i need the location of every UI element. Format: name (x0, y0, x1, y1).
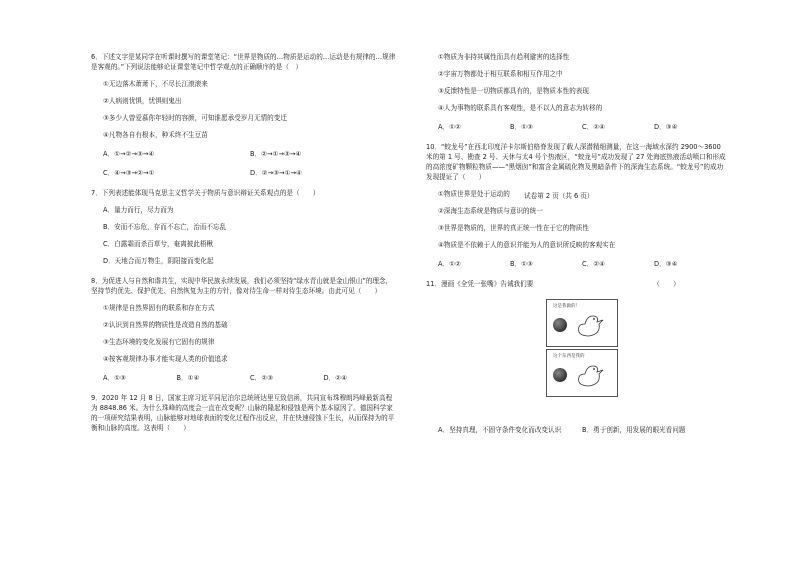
question-6-option-3: ③多少人曾爱慕你年轻时的容颜，可知谁愿承受岁月无情的变迁 (103, 114, 287, 122)
choice-b: B．勇于创新，用发展的眼光看问题 (582, 426, 686, 434)
question-9-choices (438, 122, 726, 132)
question-8-option-2: ②认识到自然界的物质性是改造自然的基础 (103, 321, 228, 329)
ball-icon (553, 368, 567, 382)
choice-b: B．①③ (510, 123, 533, 131)
left-column (91, 52, 397, 434)
question-7-stem (91, 188, 397, 198)
choice-d: D．③④ (654, 260, 678, 268)
question-10-stem (426, 142, 726, 182)
question-8-stem (91, 276, 397, 296)
question-8-text: 8．为促进人与自然和谐共生，实现中华民族永续发展，我们必须坚持“绿水青山就是金山银山”的理念，坚持节约优先、保护优先、自然恢复为主的方针，像对待生命一样对待生态环境。由此可见 (91, 277, 393, 295)
question-7-option-c: C．白露霜而杀百草兮，奄离披此梧楸 (103, 240, 214, 248)
choice-c: C．②④ (582, 260, 606, 268)
choice-a: A．①③ (103, 374, 126, 382)
question-8-option-4: ④按客观规律办事才能实现人类的价值追求 (103, 355, 228, 363)
question-6-stem: 6．下述文字是某同学在听课时撰写的课堂笔记：“世界是物质的…物质是运动的…运动是有规律的…规律是客观的。”下列说法能够论证课堂笔记中哲学观点的正确顺序的是（ ） (91, 53, 396, 71)
question-6-option-2: ②人病则忧惧，忧惧则鬼出 (103, 97, 182, 105)
question-10 (426, 142, 726, 269)
cartoon-figure (546, 299, 616, 399)
question-9-option-1: ①物质为非持其属性而具有趋利避害的选择性 (438, 53, 570, 61)
question-9-option-4: ④人为事物的联系具有客观性，是不以人的意志为转移的 (438, 104, 603, 112)
choice-a: A．①② (438, 123, 461, 131)
question-9-stem (91, 393, 397, 433)
question-9 (91, 393, 397, 433)
question-6-option-1: ①无边落木萧萧下，不尽长江滚滚来 (103, 80, 208, 88)
question-7-option-d: D．天地合而万物生，阴阳接而变化起 (103, 257, 214, 265)
right-column (426, 52, 726, 435)
choice-a: A．坚持真理，不固守条件变化而改变认识 (438, 426, 562, 434)
answer-paren: （ ） (354, 287, 382, 295)
choice-b: B．①③ (510, 260, 533, 268)
choice-c: C．②③ (250, 374, 274, 382)
goose-icon (573, 362, 607, 390)
question-6-option-4: ④凡物各自有根本，种禾终不生豆苗 (103, 131, 208, 139)
choice-d: D．③④ (654, 123, 678, 131)
choice-b: B．①④ (176, 374, 200, 382)
choice-c: C．④→③→②→① (103, 169, 155, 177)
question-8-choices (103, 373, 397, 383)
question-9-option-2: ②宇宙万物都处于相互联系和相互作用之中 (438, 70, 563, 78)
choice-a: A．①② (438, 260, 461, 268)
question-9-text: 9．2020 年 12 月 8 日，国家主席习近平同尼泊尔总统班达里互致信函，共同宣布珠穆朗玛峰最新高程为 8848.86 米。为什么珠峰的高度会一直在改变呢？山脉的隆起和侵蚀是两个基本原因了。德国科学家的一项研究结果表明，山脉能够对地球表面的变化过程作出反应，并在快速侵蚀下生长，从而保持为的平衡和山脉的高度。这表明 (91, 394, 395, 432)
choice-c: C．②④ (582, 123, 606, 131)
question-9-continued (426, 52, 726, 132)
question-7-text: 7．下列表述能体现马克思主义哲学关于物质与意识辩证关系观点的是 (91, 189, 294, 197)
cartoon-caption-top: 这是我做的！ (553, 304, 580, 309)
goose-icon (573, 312, 607, 340)
question-10-option-1: ①物质世界是处于运动的 (438, 190, 510, 198)
question-11-choices (438, 425, 726, 435)
question-9-option-3: ③反馈特性是一切物质都具有的，是物质本性的表现 (438, 87, 589, 95)
question-6 (91, 52, 397, 178)
question-11-stem (426, 279, 726, 289)
question-10-option-4: ④物质是不依赖于人的意识并能为人的意识所反映的客观实在 (438, 241, 616, 249)
answer-paren: （ ） (293, 189, 320, 197)
question-11-text: 11．漫画《全凭一张嘴》告诫我们要 (426, 280, 534, 288)
cartoon-caption-bottom: 这个东西是我的 (553, 354, 585, 359)
question-11 (426, 279, 726, 435)
answer-paren: （ ） (163, 424, 190, 432)
question-7 (91, 188, 397, 266)
question-6-choices-2 (103, 168, 397, 178)
cartoon-panel-top (546, 299, 618, 347)
question-10-option-3: ③世界是物质的，世界的真正统一性在于它的物质性 (438, 224, 589, 232)
choice-b: B．②→①→③→④ (250, 150, 302, 158)
choice-d: D．②④ (323, 374, 347, 382)
question-10-choices (438, 259, 726, 269)
question-10-option-2: ②深海生态系统是物质与意识的统一 (438, 207, 543, 215)
question-8 (91, 276, 397, 383)
question-8-option-1: ①规律是自然界固有的联系和存在方式 (103, 304, 215, 312)
question-7-option-b: B．安而不忘危，存而不忘亡，治而不忘乱 (103, 223, 227, 231)
cartoon-panel-bottom (546, 349, 618, 397)
question-8-option-3: ③生态环境的变化发展有它固有的规律 (103, 338, 215, 346)
answer-paren: （ ） (653, 280, 680, 288)
question-7-option-a: A．量力而行，尽力而为 (103, 206, 174, 214)
choice-d: D．②→③→①→④ (250, 169, 302, 177)
page-footer: 试卷第 2 页（共 6 页） (524, 192, 594, 200)
question-6-choices (103, 149, 397, 159)
choice-a: A．①→②→③→④ (103, 150, 155, 158)
ball-icon (553, 318, 567, 332)
question-10-text: 10．“蛟龙号”在西北印度洋卡尔斯伯格脊发现了载人深潜精细测量，在这一海域水深约 2900～3600 米的第 1 号、勘查 2 号、天休与太4 号个热液区，“蛟龙号”成功发现了 27 处海底热液活动喷口和形成的高浓度矿物颗粒物质——“黑烟囱”和富含金属硫化物及黑暗条件下的深海生态系统。“蛟龙号”的成功发现提证了 (426, 143, 726, 181)
answer-paren: （ ） (458, 173, 486, 181)
